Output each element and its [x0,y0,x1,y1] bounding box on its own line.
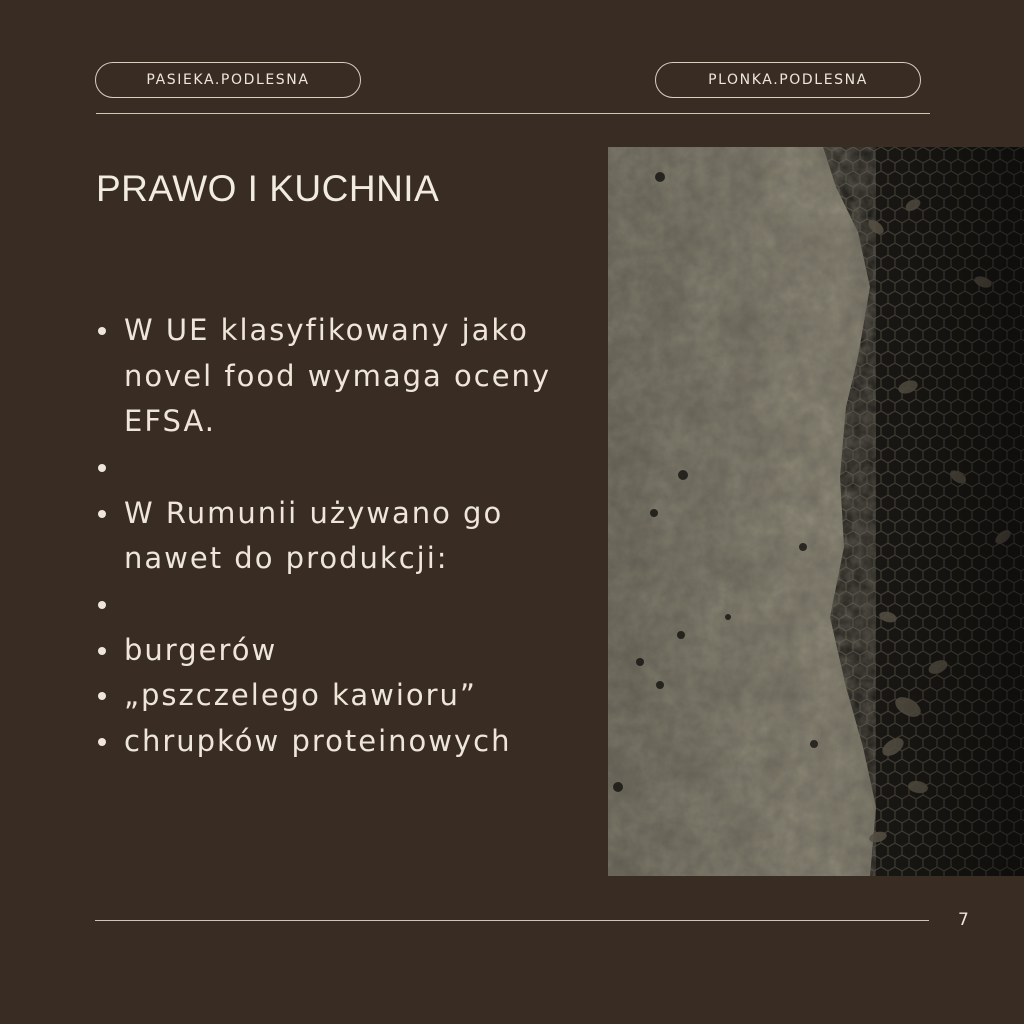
honeycomb-photo [608,147,1024,876]
sub-item-burgers: burgerów [96,628,576,674]
handle-pill-right[interactable] [655,62,921,98]
spacer [96,582,576,628]
top-divider [96,113,930,114]
page-title: PRAWO I KUCHNIA [96,168,440,209]
bottom-divider [95,920,929,921]
bullet-item-novel-food: W UE klasyfikowany jako novel food wymaga oceny EFSA. [96,308,576,445]
handle-left-label: PASIEKA.PODLESNA [146,72,310,88]
content-list [96,308,576,764]
sub-item-crisps: chrupków proteinowych [96,719,576,765]
honeycomb-image [608,147,1024,876]
page-number: 7 [958,910,969,930]
sub-item-caviar: „pszczelego kawioru” [96,673,576,719]
handle-pill-left[interactable] [95,62,361,98]
bullet-item-romania: W Rumunii używano go nawet do produkcji: [96,491,576,582]
spacer [96,445,576,491]
handle-right-label: PLONKA.PODLESNA [708,72,868,88]
bullet-list [96,308,576,764]
